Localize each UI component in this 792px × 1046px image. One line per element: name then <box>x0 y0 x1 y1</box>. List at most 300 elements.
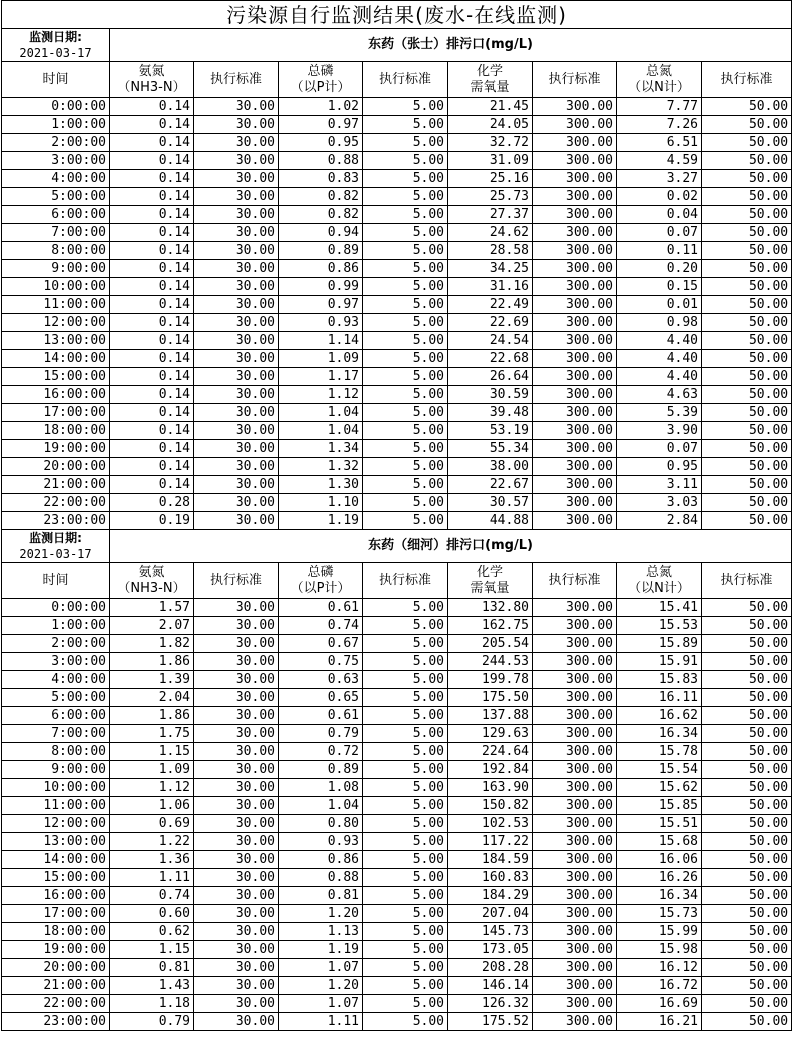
column-header <box>448 563 533 599</box>
value-cell: 30.00 <box>194 206 279 224</box>
value-cell: 39.48 <box>448 404 533 422</box>
column-header-text: 时间 <box>42 572 69 588</box>
table-row <box>2 152 792 170</box>
time-cell: 17:00:00 <box>2 404 110 422</box>
table-row <box>2 404 792 422</box>
value-cell: 300.00 <box>533 206 617 224</box>
value-cell: 50.00 <box>702 599 792 617</box>
value-cell: 0.14 <box>110 332 194 350</box>
value-cell: 5.00 <box>363 815 448 833</box>
value-cell: 184.59 <box>448 851 533 869</box>
value-cell: 300.00 <box>533 170 617 188</box>
value-cell: 1.36 <box>110 851 194 869</box>
value-cell: 1.11 <box>279 1013 363 1031</box>
table-row <box>2 206 792 224</box>
value-cell: 30.00 <box>194 440 279 458</box>
value-cell: 30.00 <box>194 134 279 152</box>
value-cell: 162.75 <box>448 617 533 635</box>
value-cell: 0.14 <box>110 476 194 494</box>
table-row <box>2 671 792 689</box>
time-cell: 13:00:00 <box>2 833 110 851</box>
value-cell: 50.00 <box>702 242 792 260</box>
value-cell: 300.00 <box>533 152 617 170</box>
value-cell: 30.00 <box>194 779 279 797</box>
time-cell: 6:00:00 <box>2 707 110 725</box>
value-cell: 300.00 <box>533 617 617 635</box>
value-cell: 1.09 <box>279 350 363 368</box>
value-cell: 30.00 <box>194 743 279 761</box>
value-cell: 0.28 <box>110 494 194 512</box>
value-cell: 5.00 <box>363 206 448 224</box>
value-cell: 55.34 <box>448 440 533 458</box>
value-cell: 30.00 <box>194 242 279 260</box>
value-cell: 0.14 <box>110 116 194 134</box>
column-header <box>363 563 448 599</box>
value-cell: 5.00 <box>363 260 448 278</box>
value-cell: 102.53 <box>448 815 533 833</box>
value-cell: 0.94 <box>279 224 363 242</box>
value-cell: 300.00 <box>533 422 617 440</box>
value-cell: 0.95 <box>617 458 702 476</box>
value-cell: 30.59 <box>448 386 533 404</box>
column-header-text: 执行标准 <box>548 572 601 588</box>
value-cell: 5.00 <box>363 368 448 386</box>
value-cell: 5.00 <box>363 116 448 134</box>
value-cell: 5.00 <box>363 941 448 959</box>
value-cell: 30.00 <box>194 278 279 296</box>
table-row <box>2 242 792 260</box>
value-cell: 50.00 <box>702 689 792 707</box>
table-row <box>2 869 792 887</box>
value-cell: 5.00 <box>363 188 448 206</box>
value-cell: 50.00 <box>702 851 792 869</box>
value-cell: 2.84 <box>617 512 702 530</box>
value-cell: 300.00 <box>533 797 617 815</box>
table-row <box>2 959 792 977</box>
value-cell: 30.00 <box>194 815 279 833</box>
time-cell: 0:00:00 <box>2 98 110 116</box>
table-row <box>2 116 792 134</box>
value-cell: 30.00 <box>194 905 279 923</box>
value-cell: 30.00 <box>194 188 279 206</box>
value-cell: 15.73 <box>617 905 702 923</box>
table-row <box>2 653 792 671</box>
time-cell: 21:00:00 <box>2 977 110 995</box>
value-cell: 129.63 <box>448 725 533 743</box>
time-cell: 17:00:00 <box>2 905 110 923</box>
time-cell: 18:00:00 <box>2 422 110 440</box>
value-cell: 300.00 <box>533 260 617 278</box>
value-cell: 15.41 <box>617 599 702 617</box>
column-header-text: 执行标准 <box>720 71 773 87</box>
value-cell: 3.11 <box>617 476 702 494</box>
value-cell: 30.00 <box>194 707 279 725</box>
value-cell: 300.00 <box>533 599 617 617</box>
value-cell: 30.00 <box>194 959 279 977</box>
value-cell: 0.14 <box>110 170 194 188</box>
table-row <box>2 833 792 851</box>
value-cell: 5.00 <box>363 332 448 350</box>
value-cell: 5.00 <box>363 224 448 242</box>
column-header <box>363 62 448 98</box>
value-cell: 300.00 <box>533 296 617 314</box>
value-cell: 300.00 <box>533 833 617 851</box>
value-cell: 1.15 <box>110 743 194 761</box>
value-cell: 300.00 <box>533 404 617 422</box>
value-cell: 300.00 <box>533 98 617 116</box>
time-cell: 8:00:00 <box>2 242 110 260</box>
value-cell: 50.00 <box>702 170 792 188</box>
value-cell: 300.00 <box>533 116 617 134</box>
value-cell: 126.32 <box>448 995 533 1013</box>
column-header <box>279 62 363 98</box>
value-cell: 160.83 <box>448 869 533 887</box>
value-cell: 1.09 <box>110 761 194 779</box>
value-cell: 50.00 <box>702 152 792 170</box>
column-header-text: （以P计） <box>290 79 351 95</box>
value-cell: 0.14 <box>110 458 194 476</box>
value-cell: 44.88 <box>448 512 533 530</box>
value-cell: 0.14 <box>110 386 194 404</box>
value-cell: 300.00 <box>533 689 617 707</box>
time-cell: 8:00:00 <box>2 743 110 761</box>
value-cell: 0.86 <box>279 851 363 869</box>
value-cell: 300.00 <box>533 314 617 332</box>
value-cell: 300.00 <box>533 977 617 995</box>
table-row <box>2 707 792 725</box>
value-cell: 163.90 <box>448 779 533 797</box>
value-cell: 0.65 <box>279 689 363 707</box>
time-cell: 10:00:00 <box>2 278 110 296</box>
value-cell: 0.60 <box>110 905 194 923</box>
value-cell: 4.63 <box>617 386 702 404</box>
value-cell: 24.05 <box>448 116 533 134</box>
value-cell: 30.00 <box>194 494 279 512</box>
value-cell: 50.00 <box>702 368 792 386</box>
value-cell: 2.07 <box>110 617 194 635</box>
monitoring-date-value: 2021-03-17 <box>19 46 92 60</box>
value-cell: 30.00 <box>194 314 279 332</box>
value-cell: 1.04 <box>279 797 363 815</box>
value-cell: 30.00 <box>194 599 279 617</box>
value-cell: 1.20 <box>279 977 363 995</box>
value-cell: 50.00 <box>702 653 792 671</box>
time-cell: 4:00:00 <box>2 671 110 689</box>
table-row <box>2 440 792 458</box>
value-cell: 7.77 <box>617 98 702 116</box>
value-cell: 50.00 <box>702 797 792 815</box>
value-cell: 0.81 <box>110 959 194 977</box>
time-cell: 3:00:00 <box>2 653 110 671</box>
value-cell: 146.14 <box>448 977 533 995</box>
outlet-name: 东药（细河）排污口(mg/L) <box>110 530 792 563</box>
value-cell: 24.54 <box>448 332 533 350</box>
value-cell: 5.00 <box>363 404 448 422</box>
table-row <box>2 332 792 350</box>
value-cell: 0.67 <box>279 635 363 653</box>
value-cell: 1.08 <box>279 779 363 797</box>
value-cell: 0.14 <box>110 188 194 206</box>
value-cell: 15.78 <box>617 743 702 761</box>
time-cell: 7:00:00 <box>2 725 110 743</box>
value-cell: 300.00 <box>533 494 617 512</box>
column-header-text: （NH3-N） <box>117 79 186 95</box>
value-cell: 199.78 <box>448 671 533 689</box>
value-cell: 30.00 <box>194 296 279 314</box>
value-cell: 5.00 <box>363 743 448 761</box>
value-cell: 300.00 <box>533 851 617 869</box>
value-cell: 30.00 <box>194 995 279 1013</box>
value-cell: 30.00 <box>194 671 279 689</box>
value-cell: 300.00 <box>533 350 617 368</box>
value-cell: 34.25 <box>448 260 533 278</box>
value-cell: 0.62 <box>110 923 194 941</box>
value-cell: 5.00 <box>363 959 448 977</box>
value-cell: 0.02 <box>617 188 702 206</box>
value-cell: 30.00 <box>194 260 279 278</box>
value-cell: 173.05 <box>448 941 533 959</box>
value-cell: 300.00 <box>533 761 617 779</box>
value-cell: 0.97 <box>279 116 363 134</box>
column-header-text: 氨氮 <box>138 63 165 79</box>
value-cell: 145.73 <box>448 923 533 941</box>
table-row <box>2 458 792 476</box>
value-cell: 5.00 <box>363 869 448 887</box>
value-cell: 300.00 <box>533 386 617 404</box>
value-cell: 0.07 <box>617 224 702 242</box>
value-cell: 0.82 <box>279 188 363 206</box>
value-cell: 50.00 <box>702 995 792 1013</box>
value-cell: 30.00 <box>194 869 279 887</box>
value-cell: 1.20 <box>279 905 363 923</box>
time-cell: 14:00:00 <box>2 350 110 368</box>
value-cell: 30.00 <box>194 1013 279 1031</box>
column-header <box>617 62 702 98</box>
table-row <box>2 476 792 494</box>
table-row <box>2 887 792 905</box>
value-cell: 30.00 <box>194 653 279 671</box>
column-header-row <box>2 563 792 599</box>
table-row <box>2 1013 792 1031</box>
time-cell: 1:00:00 <box>2 617 110 635</box>
value-cell: 15.54 <box>617 761 702 779</box>
value-cell: 15.98 <box>617 941 702 959</box>
value-cell: 300.00 <box>533 134 617 152</box>
value-cell: 0.80 <box>279 815 363 833</box>
value-cell: 5.00 <box>363 923 448 941</box>
table-row <box>2 743 792 761</box>
value-cell: 1.19 <box>279 512 363 530</box>
value-cell: 1.86 <box>110 707 194 725</box>
value-cell: 5.00 <box>363 98 448 116</box>
time-cell: 21:00:00 <box>2 476 110 494</box>
value-cell: 5.00 <box>363 725 448 743</box>
value-cell: 300.00 <box>533 512 617 530</box>
value-cell: 2.04 <box>110 689 194 707</box>
time-cell: 11:00:00 <box>2 296 110 314</box>
title-row <box>2 1 792 29</box>
value-cell: 30.00 <box>194 797 279 815</box>
value-cell: 0.61 <box>279 599 363 617</box>
value-cell: 1.11 <box>110 869 194 887</box>
value-cell: 1.02 <box>279 98 363 116</box>
table-row <box>2 635 792 653</box>
column-header-text: 需氧量 <box>470 580 510 596</box>
value-cell: 184.29 <box>448 887 533 905</box>
value-cell: 0.14 <box>110 206 194 224</box>
time-cell: 11:00:00 <box>2 797 110 815</box>
time-cell: 23:00:00 <box>2 1013 110 1031</box>
value-cell: 5.00 <box>363 653 448 671</box>
table-row <box>2 761 792 779</box>
value-cell: 5.00 <box>363 422 448 440</box>
value-cell: 50.00 <box>702 296 792 314</box>
value-cell: 22.69 <box>448 314 533 332</box>
value-cell: 16.11 <box>617 689 702 707</box>
value-cell: 1.32 <box>279 458 363 476</box>
value-cell: 1.04 <box>279 422 363 440</box>
value-cell: 300.00 <box>533 1013 617 1031</box>
value-cell: 30.00 <box>194 689 279 707</box>
value-cell: 5.00 <box>363 440 448 458</box>
table-row <box>2 797 792 815</box>
value-cell: 16.72 <box>617 977 702 995</box>
value-cell: 0.93 <box>279 833 363 851</box>
value-cell: 7.26 <box>617 116 702 134</box>
value-cell: 300.00 <box>533 653 617 671</box>
value-cell: 50.00 <box>702 512 792 530</box>
value-cell: 50.00 <box>702 671 792 689</box>
value-cell: 1.04 <box>279 404 363 422</box>
value-cell: 50.00 <box>702 977 792 995</box>
value-cell: 4.40 <box>617 332 702 350</box>
value-cell: 50.00 <box>702 476 792 494</box>
time-cell: 4:00:00 <box>2 170 110 188</box>
value-cell: 16.69 <box>617 995 702 1013</box>
value-cell: 5.00 <box>363 386 448 404</box>
column-header <box>702 62 792 98</box>
value-cell: 0.14 <box>110 368 194 386</box>
value-cell: 0.19 <box>110 512 194 530</box>
value-cell: 50.00 <box>702 278 792 296</box>
value-cell: 0.98 <box>617 314 702 332</box>
value-cell: 50.00 <box>702 923 792 941</box>
value-cell: 5.00 <box>363 779 448 797</box>
value-cell: 16.34 <box>617 725 702 743</box>
value-cell: 0.69 <box>110 815 194 833</box>
value-cell: 30.00 <box>194 923 279 941</box>
value-cell: 300.00 <box>533 368 617 386</box>
value-cell: 0.20 <box>617 260 702 278</box>
value-cell: 300.00 <box>533 242 617 260</box>
value-cell: 1.14 <box>279 332 363 350</box>
column-header-text: 执行标准 <box>378 572 431 588</box>
value-cell: 30.00 <box>194 476 279 494</box>
value-cell: 6.51 <box>617 134 702 152</box>
value-cell: 300.00 <box>533 332 617 350</box>
value-cell: 0.14 <box>110 422 194 440</box>
table-row <box>2 617 792 635</box>
column-header-text: （以N计） <box>628 580 690 596</box>
value-cell: 300.00 <box>533 476 617 494</box>
time-cell: 12:00:00 <box>2 314 110 332</box>
time-cell: 1:00:00 <box>2 116 110 134</box>
table-row <box>2 386 792 404</box>
value-cell: 5.00 <box>363 152 448 170</box>
value-cell: 30.00 <box>194 833 279 851</box>
value-cell: 30.00 <box>194 404 279 422</box>
time-cell: 20:00:00 <box>2 458 110 476</box>
value-cell: 300.00 <box>533 635 617 653</box>
time-cell: 19:00:00 <box>2 941 110 959</box>
column-header-text: （以P计） <box>290 580 351 596</box>
value-cell: 0.86 <box>279 260 363 278</box>
value-cell: 0.63 <box>279 671 363 689</box>
value-cell: 150.82 <box>448 797 533 815</box>
table-row <box>2 260 792 278</box>
monitoring-date-cell <box>2 530 110 563</box>
column-header-text: 化学 <box>476 564 503 580</box>
value-cell: 0.14 <box>110 134 194 152</box>
time-cell: 6:00:00 <box>2 206 110 224</box>
value-cell: 4.40 <box>617 368 702 386</box>
value-cell: 3.03 <box>617 494 702 512</box>
value-cell: 16.21 <box>617 1013 702 1031</box>
value-cell: 15.85 <box>617 797 702 815</box>
value-cell: 50.00 <box>702 206 792 224</box>
column-header <box>194 62 279 98</box>
table-row <box>2 224 792 242</box>
value-cell: 50.00 <box>702 707 792 725</box>
value-cell: 5.00 <box>363 905 448 923</box>
value-cell: 0.81 <box>279 887 363 905</box>
value-cell: 1.12 <box>110 779 194 797</box>
value-cell: 5.00 <box>363 635 448 653</box>
value-cell: 5.00 <box>363 242 448 260</box>
value-cell: 50.00 <box>702 905 792 923</box>
time-cell: 20:00:00 <box>2 959 110 977</box>
column-header-text: 总磷 <box>307 63 334 79</box>
value-cell: 1.86 <box>110 653 194 671</box>
value-cell: 0.01 <box>617 296 702 314</box>
value-cell: 50.00 <box>702 458 792 476</box>
table-row <box>2 689 792 707</box>
value-cell: 117.22 <box>448 833 533 851</box>
column-header-text: （NH3-N） <box>117 580 186 596</box>
value-cell: 300.00 <box>533 815 617 833</box>
value-cell: 300.00 <box>533 278 617 296</box>
value-cell: 0.82 <box>279 206 363 224</box>
value-cell: 5.00 <box>363 494 448 512</box>
value-cell: 1.13 <box>279 923 363 941</box>
value-cell: 0.61 <box>279 707 363 725</box>
value-cell: 5.00 <box>363 689 448 707</box>
value-cell: 0.14 <box>110 296 194 314</box>
value-cell: 5.00 <box>363 671 448 689</box>
value-cell: 28.58 <box>448 242 533 260</box>
value-cell: 5.00 <box>363 617 448 635</box>
value-cell: 50.00 <box>702 314 792 332</box>
value-cell: 15.51 <box>617 815 702 833</box>
value-cell: 5.00 <box>363 599 448 617</box>
value-cell: 3.27 <box>617 170 702 188</box>
column-header <box>2 62 110 98</box>
time-cell: 5:00:00 <box>2 689 110 707</box>
value-cell: 50.00 <box>702 332 792 350</box>
value-cell: 175.50 <box>448 689 533 707</box>
value-cell: 300.00 <box>533 869 617 887</box>
time-cell: 14:00:00 <box>2 851 110 869</box>
